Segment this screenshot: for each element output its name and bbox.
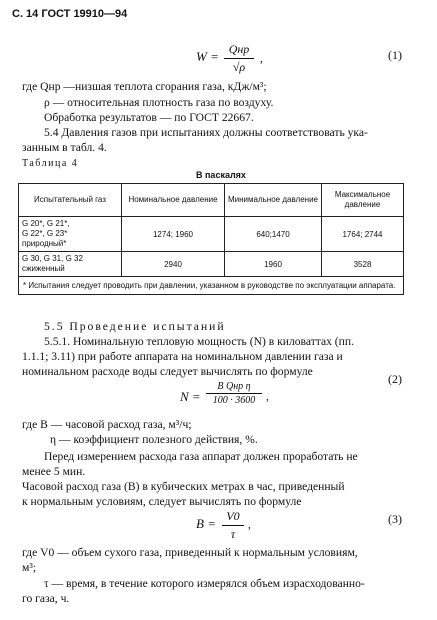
minimum-cell: 640;1470 <box>225 217 322 252</box>
paragraph-tau-def-line1: τ — время, в течение которого измерялся объем израсходованно- <box>44 577 365 590</box>
table-unit: В паскалях <box>196 170 246 180</box>
paragraph-b-def: где B — часовой расход газа, м³/ч; <box>22 418 192 431</box>
paragraph-heat-def: где Qнр —низшая теплота сгорания газа, кДж/м³; <box>22 80 267 93</box>
gas-line: G 30, G 31, G 32 <box>22 254 83 263</box>
table-header-row <box>19 184 404 217</box>
formula-2-number: (2) <box>388 372 402 386</box>
formula-3-lhs: B = <box>196 516 216 531</box>
header-maximum: Максимальное давление <box>322 184 404 217</box>
header-minimum: Минимальное давление <box>225 184 322 217</box>
formula-2-fraction <box>206 381 262 406</box>
paragraph-eta-def: η — коэффициент полезного действия, %. <box>50 433 258 446</box>
table-footnote: * Испытания следует проводить при давлении, указанном в руководстве по эксплуатации аппарата. <box>19 277 404 295</box>
paragraph-tau-def-line2: го газа, ч. <box>22 592 70 605</box>
formula-1-fraction <box>224 42 254 75</box>
formula-2-comma: , <box>266 390 269 403</box>
paragraph-processing: Обработка результатов — по ГОСТ 22667. <box>44 111 254 124</box>
table-row <box>19 217 404 252</box>
formula-1-lhs: W = <box>196 49 219 64</box>
formula-2-denominator: 100 · 3600 <box>212 395 256 406</box>
formula-1-comma: , <box>260 52 263 65</box>
formula-3-fraction <box>222 509 244 542</box>
paragraph-warmup-line1: Перед измерением расхода газа аппарат должен проработать не <box>44 450 358 463</box>
nominal-cell: 2940 <box>122 252 225 277</box>
formula-1-number: (1) <box>388 48 402 62</box>
table-label: Таблица 4 <box>22 158 79 169</box>
maximum-cell: 3528 <box>322 252 404 277</box>
formula-2-numerator: B Qнр η <box>206 381 262 394</box>
formula-3-denominator: τ <box>230 527 236 541</box>
paragraph-v0-def: где V0 — объем сухого газа, приведенный к нормальным условиям, <box>22 546 358 559</box>
table-note-row <box>19 277 404 295</box>
formula-3-comma: , <box>248 518 251 531</box>
table-row <box>19 252 404 277</box>
paragraph-5-5-1-line3: номинальном расходе воды следует вычислять по формуле <box>22 365 313 378</box>
gas-line: G 22*, G 23* <box>22 229 68 238</box>
paragraph-flow-line1: Часовой расход газа (B) в кубических метрах в час, приведенный <box>22 480 345 493</box>
pressure-table <box>18 183 404 295</box>
paragraph-5-4-line2: занным в табл. 4. <box>22 141 107 154</box>
formula-1-denominator: √ρ <box>232 60 246 74</box>
formula-1-numerator: Qнр <box>224 42 254 59</box>
gas-line: G 20*, G 21*, <box>22 219 70 228</box>
paragraph-5-5-1-line1: 5.5.1. Номинальную тепловую мощность (N) в киловаттах (пп. <box>44 335 354 348</box>
gas-line: сжиженный <box>22 264 65 273</box>
paragraph-v0-unit: м³; <box>22 561 37 574</box>
gas-cell <box>19 217 122 252</box>
page-header: С. 14 ГОСТ 19910—94 <box>12 8 128 20</box>
gas-cell <box>19 252 122 277</box>
nominal-cell: 1274; 1960 <box>122 217 225 252</box>
header-nominal: Номинальное давление <box>122 184 225 217</box>
gas-line: природный* <box>22 239 67 248</box>
header-gas: Испытательный газ <box>19 184 122 217</box>
section-5-5-heading: 5.5 Проведение испытаний <box>44 320 226 333</box>
minimum-cell: 1960 <box>225 252 322 277</box>
formula-3-numerator: V0 <box>222 509 244 526</box>
formula-2-lhs: N = <box>180 389 201 404</box>
maximum-cell: 1764; 2744 <box>322 217 404 252</box>
paragraph-flow-line2: к нормальным условиям, следует вычислять по формуле <box>22 495 302 508</box>
formula-3-number: (3) <box>388 512 402 526</box>
paragraph-density-def: ρ — относительная плотность газа по воздуху. <box>44 96 274 109</box>
paragraph-warmup-line2: менее 5 мин. <box>22 465 86 478</box>
paragraph-5-4-line1: 5.4 Давления газов при испытаниях должны соответствовать ука- <box>44 126 368 139</box>
paragraph-5-5-1-line2: 1.1.1; 3.11) при работе аппарата на номинальном давлении газа и <box>22 350 343 363</box>
